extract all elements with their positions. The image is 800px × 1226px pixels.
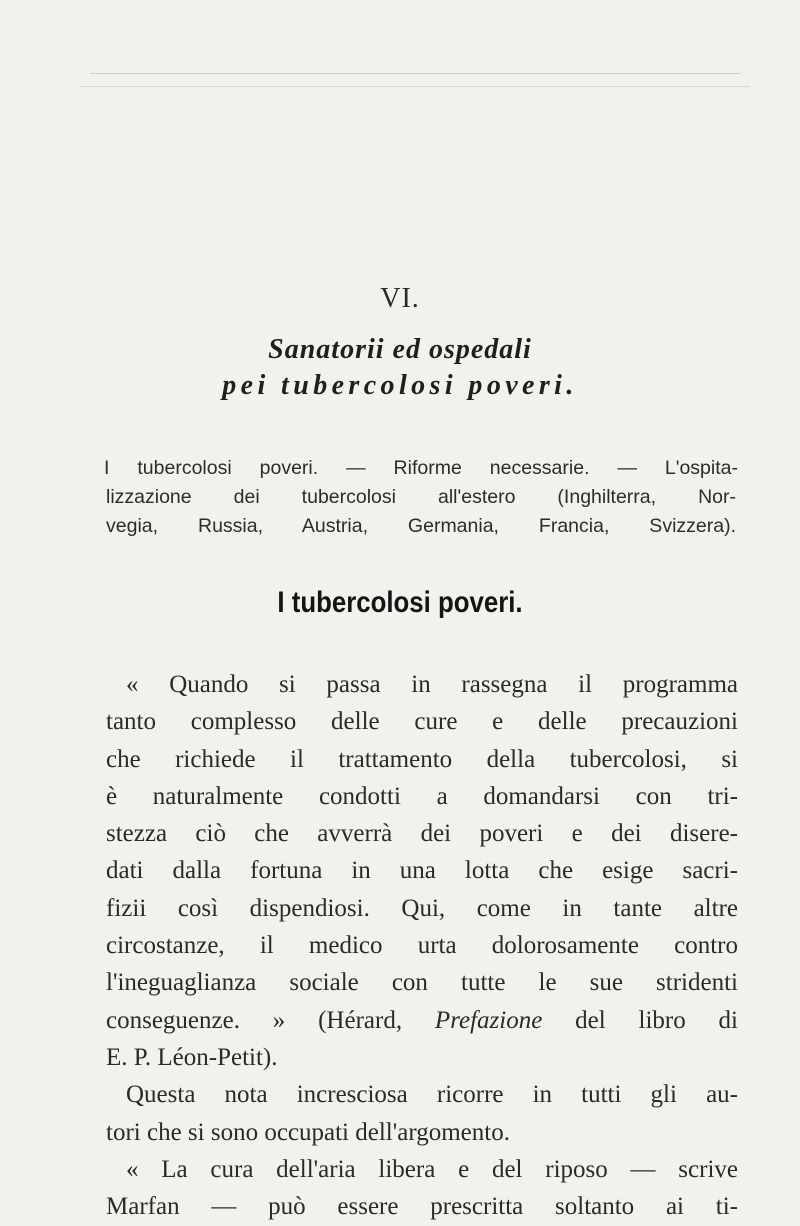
chapter-number: VI. [380,283,420,314]
body-line: E. P. Léon-Petit). [106,1043,278,1071]
body-text-fragment: del libro di [542,1006,738,1034]
summary-line: vegia, Russia, Austria, Germania, Francia, Svizzera). [106,515,736,537]
summary-line: I tubercolosi poveri. — Riforme necessarie. — L'ospita- [104,457,738,479]
body-line: « Quando si passa in rassegna il programma [126,671,738,698]
body-line-with-citation [106,1002,738,1039]
body-line: Questa nota incresciosa ricorre in tutti gli au- [126,1081,738,1109]
body-text-fragment: conseguenze. » (Hérard, [106,1006,435,1034]
chapter-summary [106,454,746,541]
chapter-title-line-1: Sanatorii ed ospedali [268,334,532,365]
body-line: che richiede il trattamento della tubercolosi, si [106,745,738,773]
chapter-title-line-2: pei tubercolosi poveri. [222,370,578,401]
body-line: dati dalla fortuna in una lotta che esige sacri- [106,857,738,885]
page-edge-rule [90,73,740,74]
body-line: circostanze, il medico urta dolorosamente contro [106,932,738,960]
section-heading: I tubercolosi poveri. [277,586,523,619]
body-line: l'ineguaglianza sociale con tutte le sue stridenti [106,969,738,997]
body-line: tori che si sono occupati dell'argomento. [106,1118,510,1146]
page-edge-rule [80,86,750,87]
body-line: Marfan — può essere prescritta soltanto ai ti- [106,1193,738,1221]
summary-line: lizzazione dei tubercolosi all'estero (Inghilterra, Nor- [106,486,736,508]
body-line: tanto complesso delle cure e delle precauzioni [106,708,738,736]
body-text [106,666,738,1225]
body-line: è naturalmente condotti a domandarsi con tri- [106,782,738,810]
body-line: « La cura dell'aria libera e del riposo — scrive [126,1155,738,1183]
body-line: fizii così dispendiosi. Qui, come in tante altre [106,894,738,922]
cited-work-title: Prefazione [434,1006,543,1034]
body-line: stezza ciò che avverrà dei poveri e dei disere- [106,820,738,848]
